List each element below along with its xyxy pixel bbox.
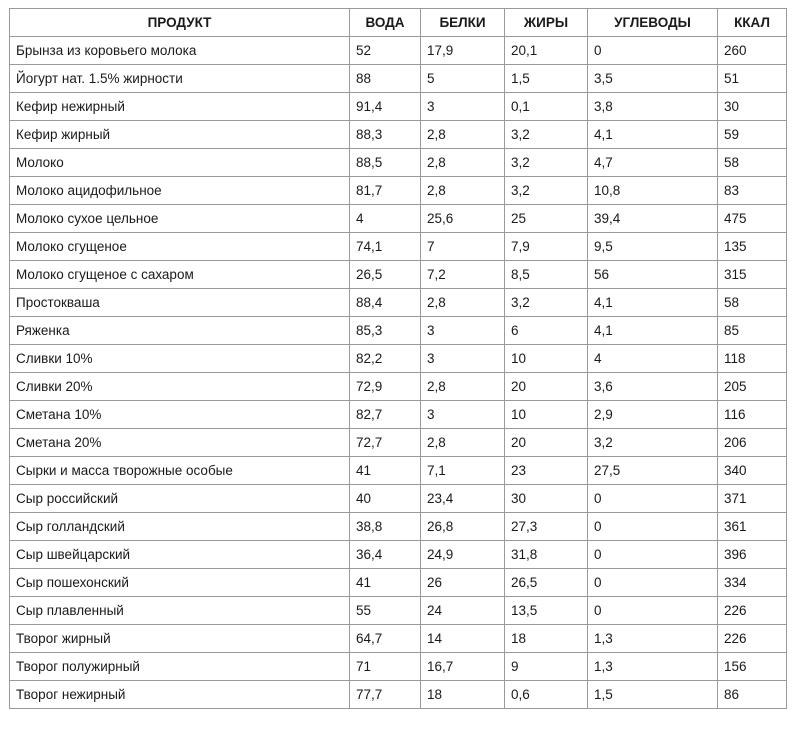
cell-product: Сметана 20% <box>10 429 350 457</box>
cell-fat: 10 <box>505 401 588 429</box>
cell-water: 55 <box>350 597 421 625</box>
table-row <box>10 457 787 485</box>
cell-product: Сыр швейцарский <box>10 541 350 569</box>
table-row <box>10 121 787 149</box>
cell-product: Творог полужирный <box>10 653 350 681</box>
cell-kcal: 85 <box>718 317 787 345</box>
cell-product: Сливки 20% <box>10 373 350 401</box>
cell-kcal: 226 <box>718 625 787 653</box>
cell-kcal: 315 <box>718 261 787 289</box>
cell-carbs: 0 <box>588 541 718 569</box>
cell-fat: 9 <box>505 653 588 681</box>
cell-kcal: 206 <box>718 429 787 457</box>
cell-kcal: 396 <box>718 541 787 569</box>
cell-protein: 14 <box>421 625 505 653</box>
header-row <box>10 9 787 37</box>
header-carbs: УГЛЕВОДЫ <box>588 9 718 37</box>
cell-water: 71 <box>350 653 421 681</box>
cell-protein: 7,2 <box>421 261 505 289</box>
cell-water: 81,7 <box>350 177 421 205</box>
cell-product: Молоко сгущеное с сахаром <box>10 261 350 289</box>
cell-fat: 6 <box>505 317 588 345</box>
cell-protein: 3 <box>421 345 505 373</box>
cell-water: 85,3 <box>350 317 421 345</box>
cell-product: Простокваша <box>10 289 350 317</box>
table-row <box>10 681 787 709</box>
cell-water: 41 <box>350 569 421 597</box>
cell-kcal: 118 <box>718 345 787 373</box>
cell-product: Ряженка <box>10 317 350 345</box>
cell-water: 52 <box>350 37 421 65</box>
cell-protein: 26,8 <box>421 513 505 541</box>
cell-fat: 20,1 <box>505 37 588 65</box>
cell-product: Молоко <box>10 149 350 177</box>
cell-kcal: 30 <box>718 93 787 121</box>
cell-product: Сыр российский <box>10 485 350 513</box>
cell-carbs: 4,1 <box>588 317 718 345</box>
cell-water: 88 <box>350 65 421 93</box>
cell-carbs: 0 <box>588 37 718 65</box>
header-fat: ЖИРЫ <box>505 9 588 37</box>
cell-carbs: 4,7 <box>588 149 718 177</box>
cell-product: Брынза из коровьего молока <box>10 37 350 65</box>
table-row <box>10 569 787 597</box>
cell-product: Молоко сухое цельное <box>10 205 350 233</box>
cell-carbs: 4 <box>588 345 718 373</box>
cell-water: 41 <box>350 457 421 485</box>
cell-protein: 5 <box>421 65 505 93</box>
cell-water: 26,5 <box>350 261 421 289</box>
cell-product: Молоко сгущеное <box>10 233 350 261</box>
cell-water: 88,4 <box>350 289 421 317</box>
cell-fat: 31,8 <box>505 541 588 569</box>
cell-fat: 7,9 <box>505 233 588 261</box>
cell-product: Сметана 10% <box>10 401 350 429</box>
cell-water: 72,9 <box>350 373 421 401</box>
table-row <box>10 373 787 401</box>
table-row <box>10 317 787 345</box>
cell-kcal: 58 <box>718 149 787 177</box>
cell-product: Сыр пошехонский <box>10 569 350 597</box>
cell-protein: 3 <box>421 93 505 121</box>
cell-protein: 25,6 <box>421 205 505 233</box>
cell-protein: 7 <box>421 233 505 261</box>
header-product: ПРОДУКТ <box>10 9 350 37</box>
cell-kcal: 58 <box>718 289 787 317</box>
cell-product: Молоко ацидофильное <box>10 177 350 205</box>
cell-water: 82,7 <box>350 401 421 429</box>
table-row <box>10 37 787 65</box>
table-row <box>10 261 787 289</box>
cell-carbs: 27,5 <box>588 457 718 485</box>
table-row <box>10 177 787 205</box>
cell-carbs: 56 <box>588 261 718 289</box>
cell-carbs: 0 <box>588 513 718 541</box>
table-row <box>10 65 787 93</box>
table-row <box>10 653 787 681</box>
cell-protein: 2,8 <box>421 121 505 149</box>
cell-kcal: 361 <box>718 513 787 541</box>
cell-fat: 3,2 <box>505 149 588 177</box>
cell-protein: 2,8 <box>421 429 505 457</box>
cell-water: 38,8 <box>350 513 421 541</box>
cell-protein: 2,8 <box>421 373 505 401</box>
cell-kcal: 156 <box>718 653 787 681</box>
cell-product: Сыр плавленный <box>10 597 350 625</box>
cell-fat: 0,1 <box>505 93 588 121</box>
cell-product: Творог жирный <box>10 625 350 653</box>
cell-product: Сыр голландский <box>10 513 350 541</box>
cell-kcal: 86 <box>718 681 787 709</box>
cell-water: 88,3 <box>350 121 421 149</box>
table-row <box>10 401 787 429</box>
cell-carbs: 10,8 <box>588 177 718 205</box>
cell-protein: 26 <box>421 569 505 597</box>
cell-carbs: 3,8 <box>588 93 718 121</box>
cell-fat: 10 <box>505 345 588 373</box>
cell-carbs: 1,5 <box>588 681 718 709</box>
cell-carbs: 2,9 <box>588 401 718 429</box>
cell-kcal: 116 <box>718 401 787 429</box>
table-header <box>10 9 787 37</box>
nutrition-table-container <box>9 8 786 709</box>
cell-kcal: 205 <box>718 373 787 401</box>
cell-kcal: 51 <box>718 65 787 93</box>
table-row <box>10 233 787 261</box>
cell-protein: 24,9 <box>421 541 505 569</box>
cell-carbs: 0 <box>588 597 718 625</box>
cell-fat: 20 <box>505 429 588 457</box>
cell-fat: 30 <box>505 485 588 513</box>
cell-water: 4 <box>350 205 421 233</box>
cell-protein: 16,7 <box>421 653 505 681</box>
cell-carbs: 4,1 <box>588 121 718 149</box>
cell-fat: 3,2 <box>505 289 588 317</box>
cell-carbs: 3,6 <box>588 373 718 401</box>
cell-fat: 23 <box>505 457 588 485</box>
cell-product: Кефир жирный <box>10 121 350 149</box>
cell-carbs: 4,1 <box>588 289 718 317</box>
table-row <box>10 429 787 457</box>
nutrition-table <box>9 8 787 709</box>
header-protein: БЕЛКИ <box>421 9 505 37</box>
cell-fat: 25 <box>505 205 588 233</box>
cell-fat: 13,5 <box>505 597 588 625</box>
cell-protein: 23,4 <box>421 485 505 513</box>
cell-kcal: 340 <box>718 457 787 485</box>
cell-protein: 3 <box>421 401 505 429</box>
cell-carbs: 0 <box>588 485 718 513</box>
table-row <box>10 345 787 373</box>
header-water: ВОДА <box>350 9 421 37</box>
cell-water: 40 <box>350 485 421 513</box>
cell-protein: 7,1 <box>421 457 505 485</box>
cell-water: 74,1 <box>350 233 421 261</box>
cell-protein: 2,8 <box>421 289 505 317</box>
cell-kcal: 371 <box>718 485 787 513</box>
cell-product: Йогурт нат. 1.5% жирности <box>10 65 350 93</box>
cell-product: Сырки и масса творожные особые <box>10 457 350 485</box>
cell-fat: 20 <box>505 373 588 401</box>
cell-kcal: 475 <box>718 205 787 233</box>
cell-fat: 27,3 <box>505 513 588 541</box>
cell-water: 88,5 <box>350 149 421 177</box>
cell-carbs: 1,3 <box>588 653 718 681</box>
cell-kcal: 59 <box>718 121 787 149</box>
cell-fat: 8,5 <box>505 261 588 289</box>
cell-water: 36,4 <box>350 541 421 569</box>
table-body <box>10 37 787 709</box>
table-row <box>10 597 787 625</box>
table-row <box>10 149 787 177</box>
cell-protein: 17,9 <box>421 37 505 65</box>
cell-water: 72,7 <box>350 429 421 457</box>
header-kcal: ККАЛ <box>718 9 787 37</box>
cell-water: 91,4 <box>350 93 421 121</box>
table-row <box>10 541 787 569</box>
cell-kcal: 260 <box>718 37 787 65</box>
cell-fat: 3,2 <box>505 121 588 149</box>
cell-carbs: 3,5 <box>588 65 718 93</box>
table-row <box>10 625 787 653</box>
cell-kcal: 226 <box>718 597 787 625</box>
cell-water: 64,7 <box>350 625 421 653</box>
table-row <box>10 289 787 317</box>
cell-kcal: 334 <box>718 569 787 597</box>
cell-carbs: 1,3 <box>588 625 718 653</box>
cell-fat: 3,2 <box>505 177 588 205</box>
cell-product: Сливки 10% <box>10 345 350 373</box>
cell-carbs: 3,2 <box>588 429 718 457</box>
cell-product: Кефир нежирный <box>10 93 350 121</box>
table-row <box>10 93 787 121</box>
cell-protein: 2,8 <box>421 149 505 177</box>
cell-protein: 3 <box>421 317 505 345</box>
cell-protein: 2,8 <box>421 177 505 205</box>
cell-carbs: 0 <box>588 569 718 597</box>
cell-fat: 1,5 <box>505 65 588 93</box>
cell-carbs: 39,4 <box>588 205 718 233</box>
cell-protein: 18 <box>421 681 505 709</box>
cell-water: 82,2 <box>350 345 421 373</box>
cell-kcal: 135 <box>718 233 787 261</box>
table-row <box>10 485 787 513</box>
table-row <box>10 513 787 541</box>
cell-protein: 24 <box>421 597 505 625</box>
cell-kcal: 83 <box>718 177 787 205</box>
cell-water: 77,7 <box>350 681 421 709</box>
cell-fat: 18 <box>505 625 588 653</box>
cell-fat: 0,6 <box>505 681 588 709</box>
cell-fat: 26,5 <box>505 569 588 597</box>
cell-carbs: 9,5 <box>588 233 718 261</box>
cell-product: Творог нежирный <box>10 681 350 709</box>
table-row <box>10 205 787 233</box>
